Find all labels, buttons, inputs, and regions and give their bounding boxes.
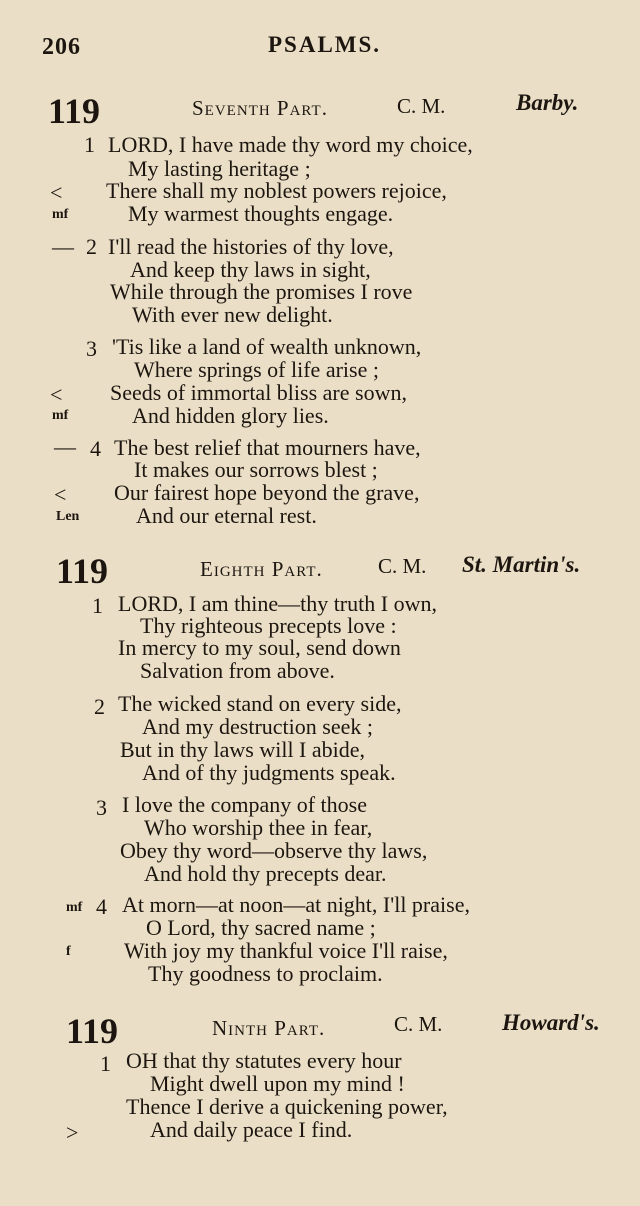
- verse-line: It makes our sorrows blest ;: [134, 457, 378, 482]
- meter: C. M.: [378, 554, 427, 578]
- verse-line: My lasting heritage ;: [128, 156, 311, 181]
- tune-name: Barby.: [516, 90, 579, 115]
- verse-line: With ever new delight.: [132, 302, 333, 327]
- verse-line: And our eternal rest.: [136, 503, 317, 528]
- verse-number: 1: [100, 1051, 111, 1076]
- page-number: 206: [42, 34, 81, 60]
- verse-line: LORD, I am thine—thy truth I own,: [118, 591, 437, 616]
- verse-line: While through the promises I rove: [110, 279, 413, 304]
- verse-line: Seeds of immortal bliss are sown,: [110, 380, 407, 405]
- verse-line: With joy my thankful voice I'll raise,: [124, 938, 448, 963]
- verse-line: And daily peace I find.: [150, 1117, 353, 1142]
- verse-line: OH that thy statutes every hour: [126, 1048, 402, 1073]
- verse-line: LORD, I have made thy word my choice,: [108, 132, 473, 157]
- dynamic-mark: Len: [56, 509, 80, 524]
- verse-line: Where springs of life arise ;: [134, 357, 379, 382]
- verse-line: Obey thy word—observe thy laws,: [120, 838, 428, 863]
- meter: C. M.: [394, 1012, 443, 1036]
- part-title: Ninth Part.: [212, 1016, 326, 1040]
- verse-line: Who worship thee in fear,: [144, 815, 373, 840]
- verse-line: The best relief that mourners have,: [114, 435, 421, 460]
- verse-line: And keep thy laws in sight,: [130, 257, 371, 282]
- crescendo-mark: <: [50, 180, 63, 205]
- dynamic-mark: mf: [52, 408, 69, 423]
- decrescendo-mark: >: [66, 1120, 79, 1145]
- tune-name: Howard's.: [502, 1010, 600, 1035]
- verse-number: 3: [96, 795, 107, 820]
- verse-line: Might dwell upon my mind !: [150, 1071, 405, 1096]
- part-title: Eighth Part.: [200, 557, 323, 581]
- verse-line: Thy goodness to proclaim.: [148, 961, 383, 986]
- verse-number: 1: [92, 593, 103, 618]
- tune-name: St. Martin's.: [462, 552, 581, 577]
- verse-number: 1: [84, 132, 95, 157]
- verse-line: O Lord, thy sacred name ;: [146, 915, 376, 940]
- dynamic-mark: f: [66, 944, 71, 959]
- dash-mark: —: [52, 234, 74, 259]
- verse-line: And hold thy precepts dear.: [144, 861, 387, 886]
- crescendo-mark: <: [54, 482, 67, 507]
- hymn-number: 119: [48, 91, 101, 131]
- verse-line: Salvation from above.: [140, 658, 335, 683]
- verse-number: 3: [86, 336, 97, 361]
- verse-line: 'Tis like a land of wealth unknown,: [112, 334, 422, 359]
- hymn-number: 119: [66, 1011, 119, 1051]
- hymn-number: 119: [56, 551, 109, 591]
- verse-line: At morn—at noon—at night, I'll praise,: [122, 892, 470, 917]
- verse-number: 4: [90, 436, 101, 461]
- verse-line: Thy righteous precepts love :: [140, 613, 397, 638]
- verse-number: 2: [94, 694, 105, 719]
- verse-line: I'll read the histories of thy love,: [108, 234, 394, 259]
- verse-line: The wicked stand on every side,: [118, 691, 402, 716]
- crescendo-mark: <: [50, 382, 63, 407]
- dash-mark: —: [54, 434, 76, 459]
- verse-number: 2: [86, 234, 97, 259]
- dynamic-mark: mf: [52, 207, 69, 222]
- verse-line: And of thy judgments speak.: [142, 760, 396, 785]
- verse-number: 4: [96, 894, 107, 919]
- part-title: Seventh Part.: [192, 96, 328, 120]
- running-head: PSALMS.: [268, 32, 382, 57]
- verse-line: Our fairest hope beyond the grave,: [114, 480, 420, 505]
- verse-line: My warmest thoughts engage.: [128, 201, 394, 226]
- verse-line: There shall my noblest powers rejoice,: [106, 178, 447, 203]
- verse-line: In mercy to my soul, send down: [118, 635, 401, 660]
- verse-line: But in thy laws will I abide,: [120, 737, 366, 762]
- verse-line: Thence I derive a quickening power,: [126, 1094, 448, 1119]
- dynamic-mark: mf: [66, 900, 83, 915]
- verse-line: And hidden glory lies.: [132, 403, 329, 428]
- verse-line: And my destruction seek ;: [142, 714, 373, 739]
- verse-line: I love the company of those: [122, 792, 367, 817]
- meter: C. M.: [397, 94, 446, 118]
